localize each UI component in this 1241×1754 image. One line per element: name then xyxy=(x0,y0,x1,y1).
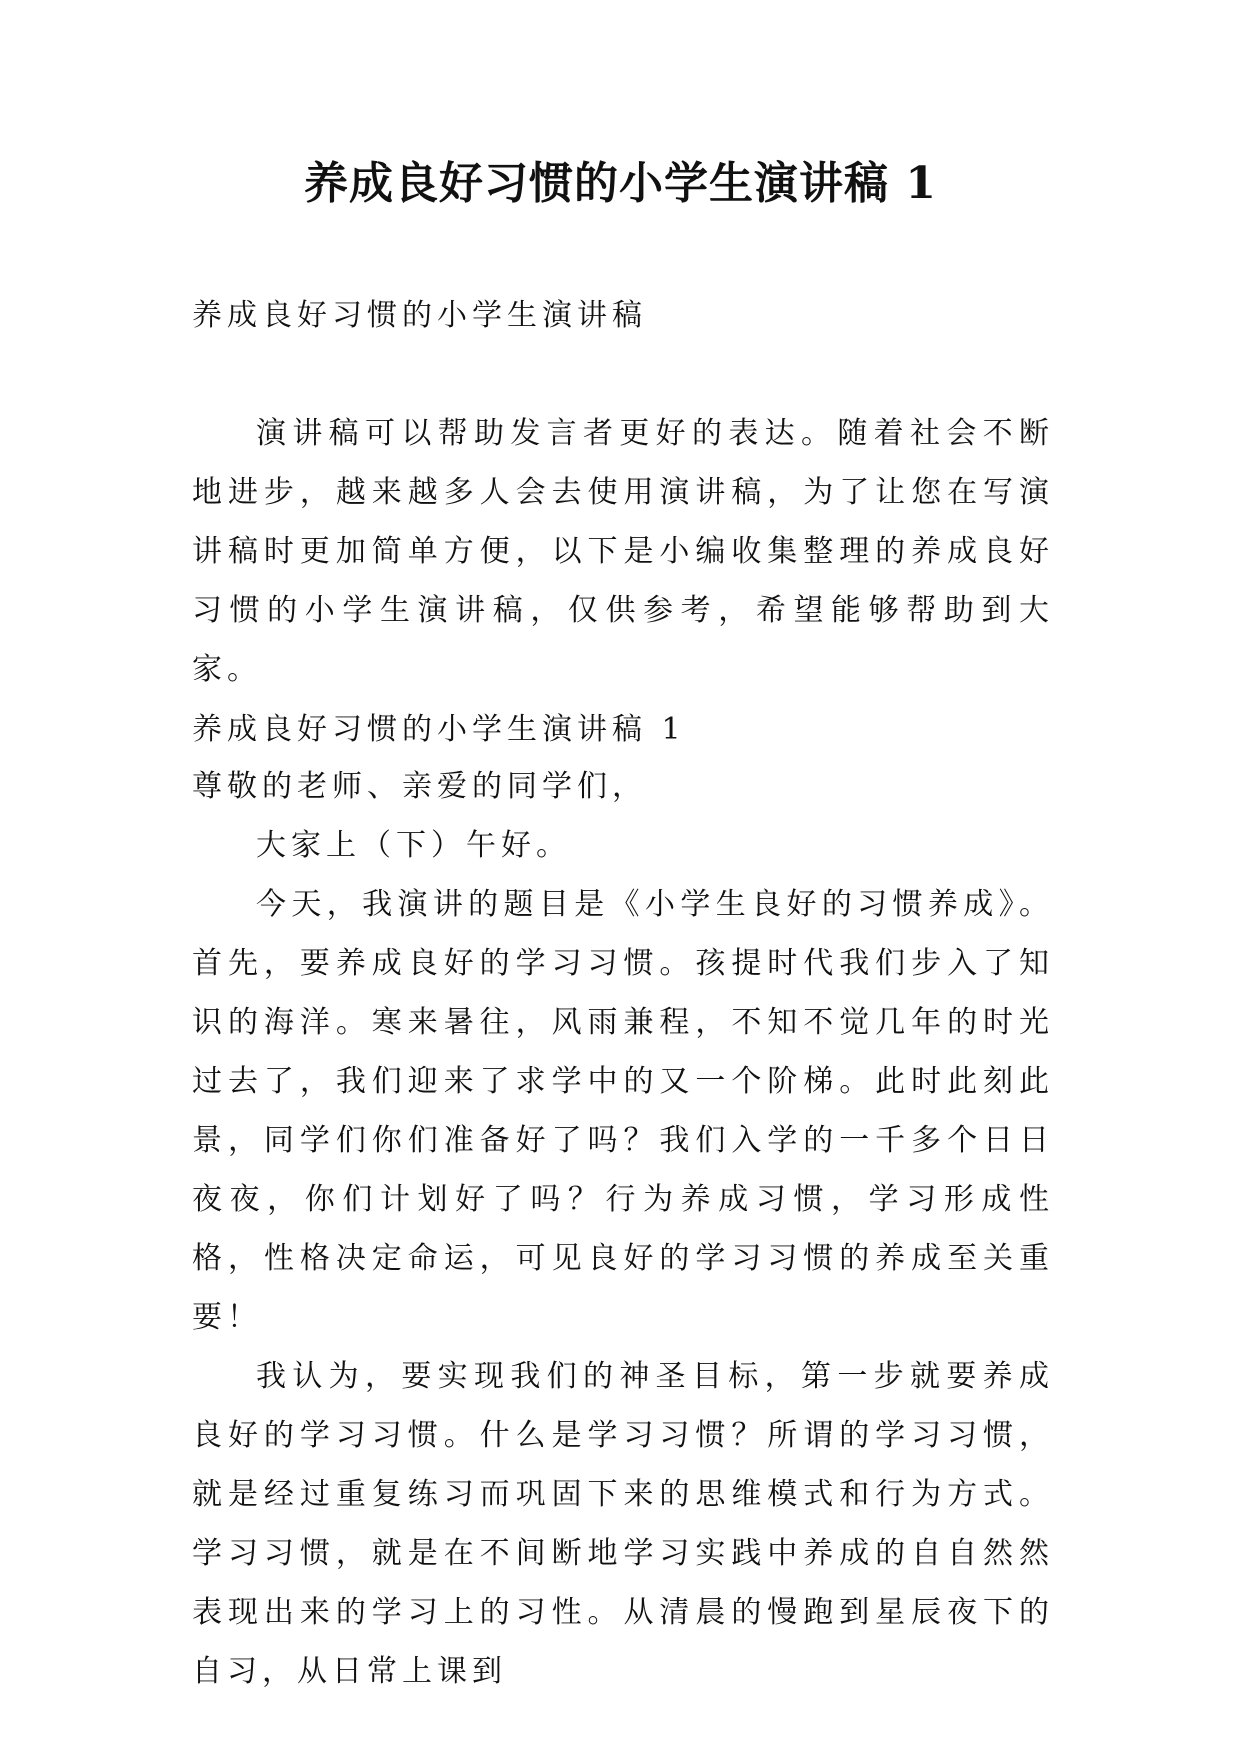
intro-paragraph: 演讲稿可以帮助发言者更好的表达。随着社会不断地进步，越来越多人会去使用演讲稿，为了让您在写演讲稿时更加简单方便，以下是小编收集整理的养成良好习惯的小学生演讲稿，仅供参考，希望能够帮助到大家。 xyxy=(192,416,1054,687)
section-title: 养成良好习惯的小学生演讲稿 1 xyxy=(192,712,686,747)
salutation: 尊敬的老师、亲爱的同学们， xyxy=(192,769,647,804)
body-paragraph: 今天，我演讲的题目是《小学生良好的习惯养成》。首先，要养成良好的学习习惯。孩提时代我们步入了知识的海洋。寒来暑往，风雨兼程，不知不觉几年的时光过去了，我们迎来了求学中的又一个阶梯。此时此刻此景，同学们你们准备好了吗？我们入学的一千多个日日夜夜，你们计划好了吗？行为养成习惯，学习形成性格，性格决定命运，可见良好的学习习惯的养成至关重要！ xyxy=(192,887,1054,1335)
page-title: 养成良好习惯的小学生演讲稿 1 xyxy=(304,158,937,209)
body-paragraph: 我认为，要实现我们的神圣目标，第一步就要养成良好的学习习惯。什么是学习习惯？所谓的学习习惯，就是经过重复练习而巩固下来的思维模式和行为方式。学习习惯，就是在不间断地学习实践中养成的自自然然表现出来的学习上的习性。从清晨的慢跑到星辰夜下的自习，从日常上课到 xyxy=(192,1359,1054,1689)
speech-body xyxy=(192,757,1054,1701)
document-subtitle: 养成良好习惯的小学生演讲稿 xyxy=(192,298,647,333)
greeting: 大家上（下）午好。 xyxy=(256,828,571,863)
